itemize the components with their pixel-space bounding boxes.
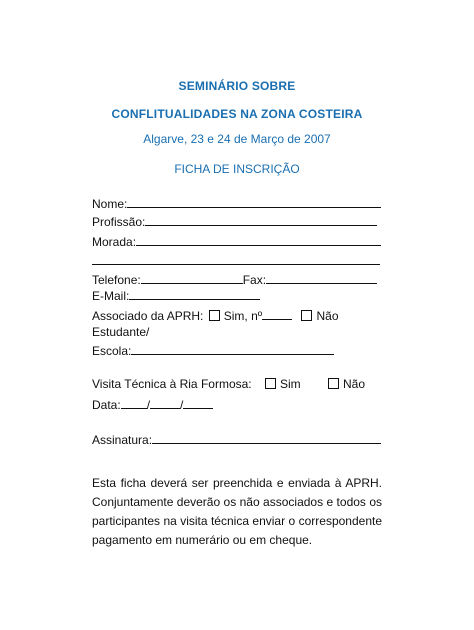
assinatura-field[interactable] bbox=[152, 432, 381, 444]
telefone-label: Telefone: bbox=[92, 273, 141, 287]
data-day-field[interactable] bbox=[121, 397, 147, 409]
morada-row bbox=[92, 234, 381, 249]
telefone-field[interactable] bbox=[141, 272, 243, 284]
escola-row bbox=[92, 343, 334, 358]
data-separator-1: / bbox=[146, 398, 151, 412]
fax-label: Fax: bbox=[242, 273, 267, 287]
visita-label: Visita Técnica à Ria Formosa: bbox=[92, 377, 252, 391]
morada-field-line-2[interactable] bbox=[92, 264, 380, 265]
title-line-2: CONFLITUALIDADES NA ZONA COSTEIRA bbox=[111, 107, 363, 121]
socio-number-field[interactable] bbox=[262, 308, 292, 320]
morada-field[interactable] bbox=[136, 234, 381, 246]
visita-sim-checkbox[interactable] bbox=[265, 378, 276, 389]
associado-sim-label: Sim, nº bbox=[223, 309, 263, 323]
estudante-row bbox=[92, 325, 149, 339]
fax-field[interactable] bbox=[266, 272, 377, 284]
associado-nao-checkbox[interactable] bbox=[301, 310, 312, 321]
profissao-label: Profissão: bbox=[92, 215, 146, 229]
email-label: E-Mail: bbox=[92, 289, 130, 303]
nome-label: Nome: bbox=[92, 197, 128, 211]
associado-label: Associado da APRH: bbox=[92, 309, 204, 323]
associado-nao-label: Não bbox=[316, 309, 339, 323]
associado-row bbox=[92, 308, 339, 323]
morada-label: Morada: bbox=[92, 235, 137, 249]
estudante-label: Estudante/ bbox=[92, 325, 150, 339]
assinatura-label: Assinatura: bbox=[92, 433, 153, 447]
data-month-field[interactable] bbox=[150, 397, 180, 409]
email-row bbox=[92, 288, 260, 303]
escola-label: Escola: bbox=[92, 344, 132, 358]
assinatura-row bbox=[92, 432, 381, 447]
form-title: FICHA DE INSCRIÇÃO bbox=[174, 162, 300, 176]
event-info: Algarve, 23 e 24 de Março de 2007 bbox=[143, 132, 331, 146]
nome-row bbox=[92, 196, 381, 211]
telefone-fax-row bbox=[92, 272, 377, 287]
data-separator-2: / bbox=[180, 398, 184, 412]
visita-row bbox=[92, 377, 365, 391]
profissao-field[interactable] bbox=[145, 214, 377, 226]
email-field[interactable] bbox=[129, 288, 260, 300]
escola-field[interactable] bbox=[131, 343, 334, 355]
profissao-row bbox=[92, 214, 377, 229]
title-line-1: SEMINÁRIO SOBRE bbox=[178, 79, 296, 93]
data-row bbox=[92, 397, 213, 412]
associado-sim-checkbox[interactable] bbox=[209, 310, 220, 321]
data-label: Data: bbox=[92, 398, 121, 412]
visita-nao-label: Não bbox=[342, 377, 365, 391]
visita-nao-checkbox[interactable] bbox=[328, 378, 339, 389]
nome-field[interactable] bbox=[127, 196, 381, 208]
instructions-note: Esta ficha deverá ser preenchida e enviada à APRH. Conjuntamente deverão os não associados e todos os participantes na visita técnica enviar o correspondente pagamento em numerário ou em cheque. bbox=[92, 476, 382, 547]
data-year-field[interactable] bbox=[183, 397, 213, 409]
visita-sim-label: Sim bbox=[279, 377, 301, 391]
